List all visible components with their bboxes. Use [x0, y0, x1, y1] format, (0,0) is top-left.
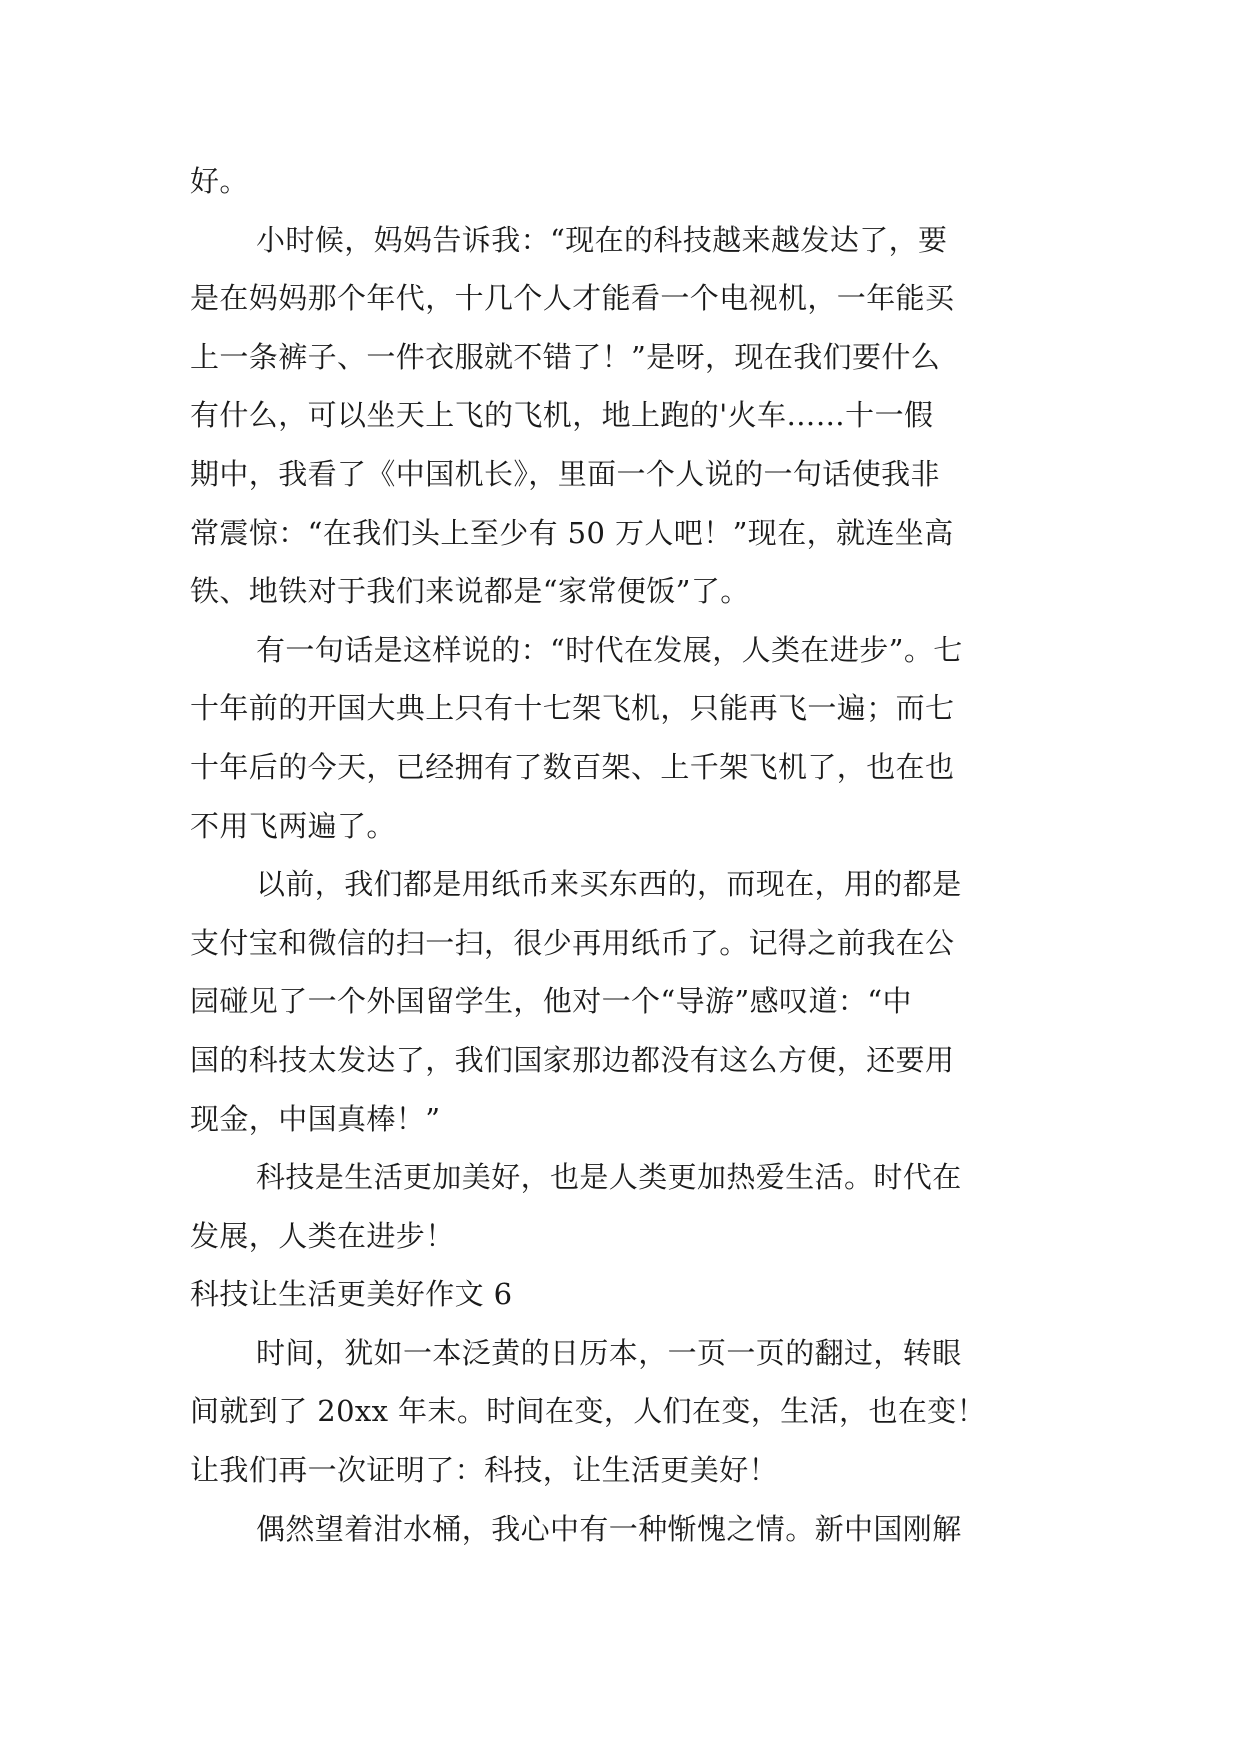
text-line: 常震惊：“在我们头上至少有 50 万人吧！”现在，就连坐高	[190, 515, 954, 550]
text-line: 小时候，妈妈告诉我：“现在的科技越来越发达了，要	[256, 222, 948, 257]
text-line: 有什么，可以坐天上飞的飞机，地上跑的'火车……十一假	[190, 398, 934, 433]
text-line: 十年前的开国大典上只有十七架飞机，只能再飞一遍；而七	[190, 691, 955, 726]
text-line: 以前，我们都是用纸币来买东西的，而现在，用的都是	[256, 867, 962, 902]
text-line: 时间，犹如一本泛黄的日历本，一页一页的翻过，转眼	[256, 1335, 962, 1370]
text-line: 偶然望着泔水桶，我心中有一种惭愧之情。新中国刚解	[256, 1511, 962, 1546]
text-line: 园碰见了一个外国留学生，他对一个“导游”感叹道：“中	[190, 984, 912, 1019]
text-line: 铁、地铁对于我们来说都是“家常便饭”了。	[190, 574, 750, 609]
text-line: 是在妈妈那个年代，十几个人才能看一个电视机，一年能买	[190, 281, 955, 316]
essay-text	[190, 152, 1050, 1558]
text-line: 有一句话是这样说的：“时代在发展，人类在进步”。七	[256, 632, 963, 667]
text-line: 好。	[190, 164, 249, 198]
text-line: 国的科技太发达了，我们国家那边都没有这么方便，还要用	[190, 1042, 955, 1077]
text-line: 现金，中国真棒！”	[190, 1101, 441, 1136]
text-line: 上一条裤子、一件衣服就不错了！”是呀，现在我们要什么	[190, 339, 941, 374]
text-line: 科技是生活更加美好，也是人类更加热爱生活。时代在	[256, 1160, 962, 1195]
text-line: 发展，人类在进步！	[190, 1218, 455, 1253]
text-line: 支付宝和微信的扫一扫，很少再用纸币了。记得之前我在公	[190, 925, 955, 960]
text-line: 十年后的今天，已经拥有了数百架、上千架飞机了，也在也	[190, 749, 955, 784]
text-line: 让我们再一次证明了：科技，让生活更美好！	[190, 1453, 779, 1488]
text-line: 间就到了 20xx 年末。时间在变，人们在变，生活，也在变！	[190, 1394, 987, 1429]
section-heading: 科技让生活更美好作文 6	[190, 1277, 513, 1312]
text-line: 期中，我看了《中国机长》，里面一个人说的一句话使我非	[190, 456, 940, 491]
text-line: 不用飞两遍了。	[190, 808, 396, 843]
